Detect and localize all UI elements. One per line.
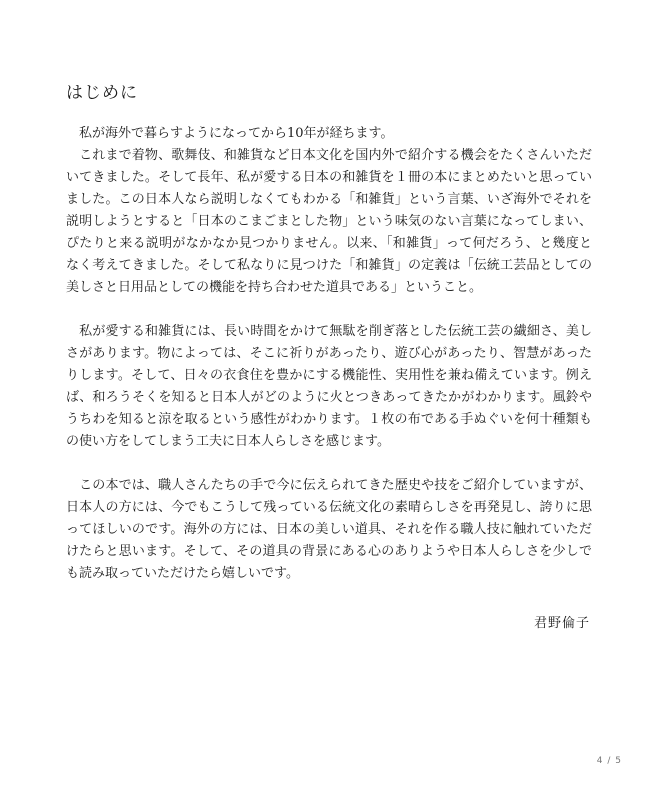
- page-number: 4 / 5: [596, 756, 622, 766]
- paragraph-1: 私が海外で暮らすようになってから10年が経ちます。 これまで着物、歌舞伎、和雑貨など日本文化を国内外で紹介する機会をたくさんいただいてきました。そして長年、私が愛する日本の和雑貨を１冊の本にまとめたいと思っていました。この日本人なら説明しなくてもわかる「和雑貨」という言葉、いざ海外でそれを説明しようとすると「日本のこまごまとした物」という味気のない言葉になってしまい、ぴたりと来る説明がなかなか見つかりません。以来、「和雑貨」って何だろう、と幾度となく考えてきました。そして私なりに見つけた「和雑貨」の定義は「伝統工芸品としての美しさと日用品としての機能を持ち合わせた道具である」ということ。: [66, 126, 592, 295]
- page-title: はじめに: [66, 83, 138, 103]
- paragraph-3: この本では、職人さんたちの手で今に伝えられてきた歴史や技をご紹介していますが、日本人の方には、今でもこうして残っている伝統文化の素晴らしさを再発見し、誇りに思ってほしいのです。海外の方には、日本の美しい道具、それを作る職人技に触れていただけたらと思います。そして、その道具の背景にある心のありようや日本人らしさを少しでも読み取っていただけたら嬉しいです。: [66, 478, 592, 581]
- author-signature: 君野倫子: [533, 616, 590, 631]
- paragraph-spacer: [66, 299, 592, 321]
- paragraph-spacer: [66, 453, 592, 475]
- paragraph-2: 私が愛する和雑貨には、長い時間をかけて無駄を削ぎ落とした伝統工芸の繊細さ、美しさがあります。物によっては、そこに祈りがあったり、遊び心があったり、智慧があったりします。そして、日々の衣食住を豊かにする機能性、実用性を兼ね備えています。例えば、和ろうそくを知ると日本人がどのように火とつきあってきたかがわかります。風鈴やうちわを知ると涼を取るという感性がわかります。１枚の布である手ぬぐいを何十種類もの使い方をしてしまう工夫に日本人らしさを感じます。: [66, 324, 592, 449]
- body-text: [66, 123, 592, 585]
